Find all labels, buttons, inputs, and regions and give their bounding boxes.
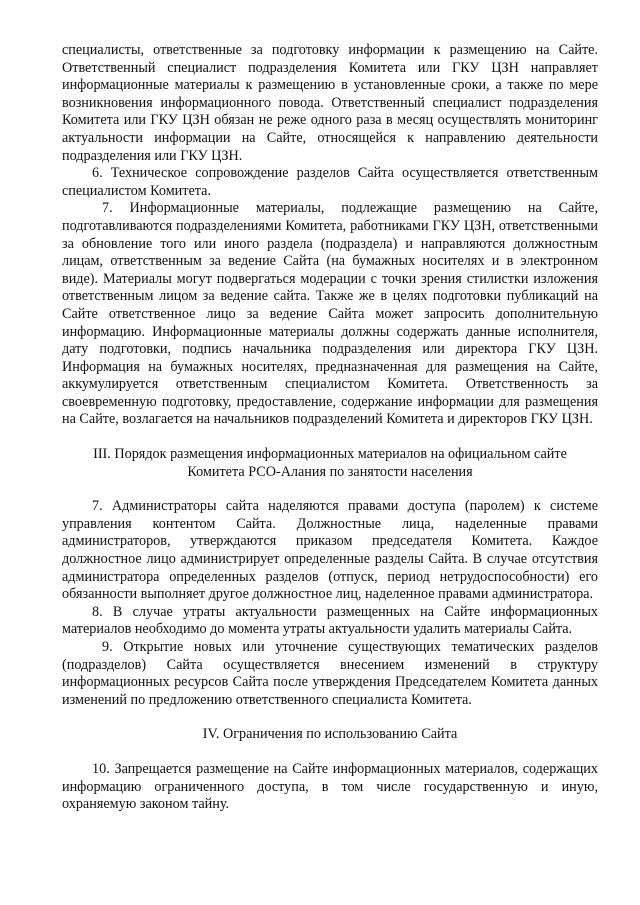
paragraph-6: 6. Техническое сопровождение разделов Сайта осуществляется ответственным специалистом Комитета. <box>62 165 598 199</box>
section-heading-iii-line1: III. Порядок размещения информационных материалов на официальном сайте <box>93 446 567 463</box>
paragraph-10: 10. Запрещается размещение на Сайте информационных материалов, содержащих информацию ограниченного доступа, в том числе государственную и иную, охраняемую законом тайну. <box>62 760 598 813</box>
paragraph-8: 8. В случае утраты актуальности размещенных на Сайте информационных материалов необходимо до момента утраты актуальности удалить материалы Сайта. <box>62 603 598 638</box>
paragraph-7: 7. Информационные материалы, подлежащие размещению на Сайте, подготавливаются подразделениями Комитета, работниками ГКУ ЦЗН, ответственными за обновление того или иного раздела (подраздела) и направляются должностным лицам, ответственным за ведение Сайта (на бумажных носителях и в электронном виде). Материалы могут подвергаться модерации с точки зрения стилистки изложения ответственным лицом за ведение сайта. Также же в целях подготовки публикаций на Сайте ответственное лицо за ведение Сайта может запросить дополнительную информацию. Информационные материалы должны содержать данные исполнителя, дату подготовки, подпись начальника подразделения или директора ГКУ ЦЗН. Информация на бумажных носителях, предназначенная для размещения на Сайте, аккумулируется ответственным специалистом Комитета. Ответственность за своевременную подготовку, предоставление, содержание информации для размещения на Сайте, возлагается на начальников подразделений Комитета и директоров ГКУ ЦЗН. <box>62 200 598 428</box>
section-heading-iii <box>62 446 598 481</box>
document-page <box>62 42 598 814</box>
section-heading-iv: IV. Ограничения по использованию Сайта <box>202 726 458 743</box>
paragraph-7-admins: 7. Администраторы сайта наделяются правами доступа (паролем) к системе управления контентом Сайта. Должностные лица, наделенные правами администраторов, утверждаются приказом председателя Комитета. Каждое должностное лицо администрирует определенные разделы Сайта. В случае отсутствия администратора определенных разделов (отпуск, период нетрудоспособности) его обязанности выполняет другое должностное лиц, наделенное правами администратора. <box>62 498 598 603</box>
paragraph-intro: специалисты, ответственные за подготовку информации к размещению на Сайте. Ответственный специалист подразделения Комитета или ГКУ ЦЗН направляет информационные материалы к размещению в установленные сроки, а также по мере возникновения информационного повода. Ответственный специалист подразделения Комитета или ГКУ ЦЗН обязан не реже одного раза в месяц осуществлять мониторинг актуальности информации на Сайте, относящейся к направлению деятельности подразделения или ГКУ ЦЗН. <box>62 42 598 164</box>
section-heading-iii-line2: Комитета РСО-Алания по занятости населения <box>187 463 473 480</box>
paragraph-9: 9. Открытие новых или уточнение существующих тематических разделов (подразделов) Сайта осуществляется внесением изменений в структуру информационных ресурсов Сайта после утверждения Председателем Комитета данных изменений по предложению ответственного специалиста Комитета. <box>62 639 598 708</box>
